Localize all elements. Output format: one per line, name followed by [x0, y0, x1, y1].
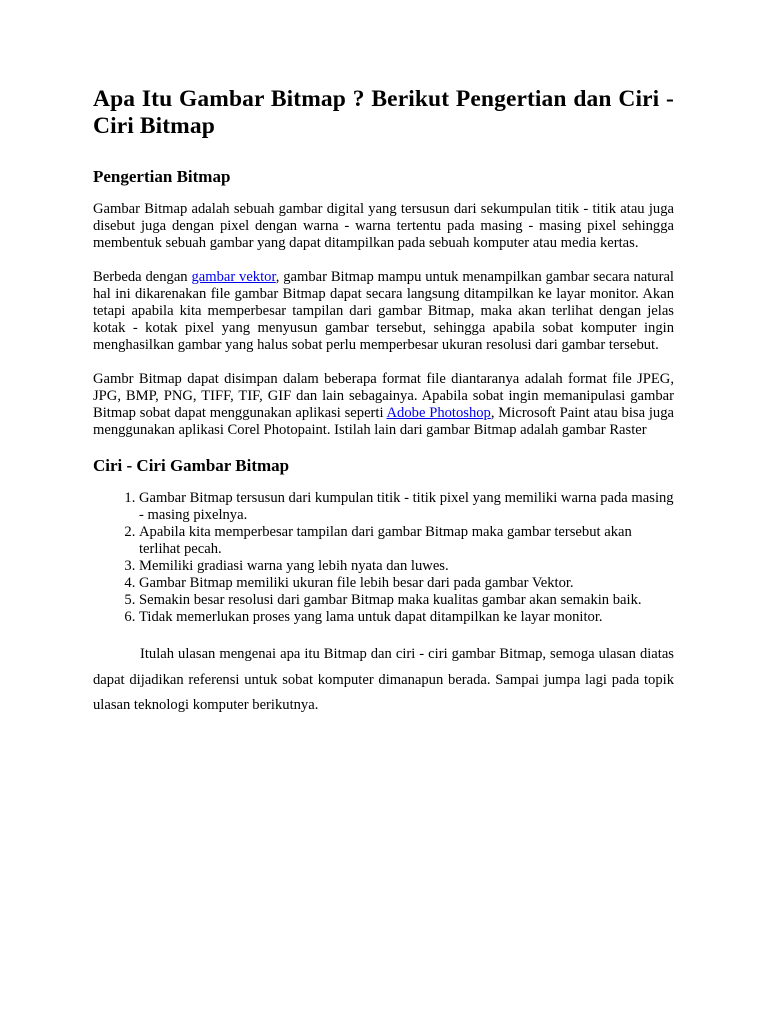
list-item: 4. Gambar Bitmap memiliki ukuran file lebih besar dari pada gambar Vektor. — [139, 575, 674, 592]
paragraph-comparison — [93, 269, 674, 354]
section-heading-pengertian: Pengertian Bitmap — [93, 167, 231, 186]
list-item: 3. Memiliki gradiasi warna yang lebih nyata dan luwes. — [139, 558, 674, 575]
list-item: 1. Gambar Bitmap tersusun dari kumpulan titik - titik pixel yang memiliki warna pada masing - masing pixelnya. — [139, 490, 674, 524]
paragraph-text: , gambar Bitmap mampu untuk menampilkan gambar secara natural hal ini dikarenakan file gambar Bitmap dapat secara langsung ditampilkan ke layar monitor. Akan tetapi apabila kita memperbesar tampilan dari gambar Bitmap, maka akan terlihat dengan jelas kotak - kotak pixel yang menyusun gambar tersebut, sehingga apabila sobat komputer ingin menghasilkan gambar yang halus sobat perlu memperbesar ukuran resolusi dari gambar tersebut. — [93, 269, 674, 353]
ciri-list — [93, 490, 674, 626]
paragraph-text: , Microsoft Paint atau bisa juga menggunakan aplikasi Corel Photopaint. Istilah lain dari gambar Bitmap adalah gambar Raster — [93, 405, 674, 438]
paragraph-text: Berbeda dengan — [93, 269, 192, 285]
section-heading-ciri: Ciri - Ciri Gambar Bitmap — [93, 456, 290, 475]
paragraph-formats — [93, 371, 674, 439]
link-adobe-photoshop[interactable]: Adobe Photoshop — [386, 405, 491, 421]
list-item: 2. Apabila kita memperbesar tampilan dari gambar Bitmap maka gambar tersebut akan terlihat pecah. — [139, 524, 674, 558]
paragraph-definition: Gambar Bitmap adalah sebuah gambar digital yang tersusun dari sekumpulan titik - titik atau juga disebut juga dengan pixel dengan warna - warna tertentu pada masing - masing pixel sehingga membentuk sebuah gambar yang dapat ditampilkan pada sebuah komputer atau media kertas. — [93, 201, 674, 251]
paragraph-text: Gambr Bitmap dapat disimpan dalam beberapa format file diantaranya adalah format file JPEG, JPG, BMP, PNG, TIFF, TIF, GIF dan lain sebagainya. Apabila sobat ingin memanipulasi gambar Bitmap sobat dapat menggunakan aplikasi seperti — [93, 371, 674, 421]
list-item: 6. Tidak memerlukan proses yang lama untuk dapat ditampilkan ke layar monitor. — [139, 609, 674, 626]
closing-paragraph: Itulah ulasan mengenai apa itu Bitmap dan ciri - ciri gambar Bitmap, semoga ulasan diatas dapat dijadikan referensi untuk sobat komputer dimanapun berada. Sampai jumpa lagi pada topik ulasan teknologi komputer berikutnya. — [93, 646, 674, 713]
document-page — [93, 86, 674, 719]
list-item: 5. Semakin besar resolusi dari gambar Bitmap maka kualitas gambar akan semakin baik. — [139, 592, 674, 609]
link-gambar-vektor[interactable]: gambar vektor — [191, 269, 276, 285]
page-title: Apa Itu Gambar Bitmap ? Berikut Pengertian dan Ciri - Ciri Bitmap — [93, 86, 674, 139]
